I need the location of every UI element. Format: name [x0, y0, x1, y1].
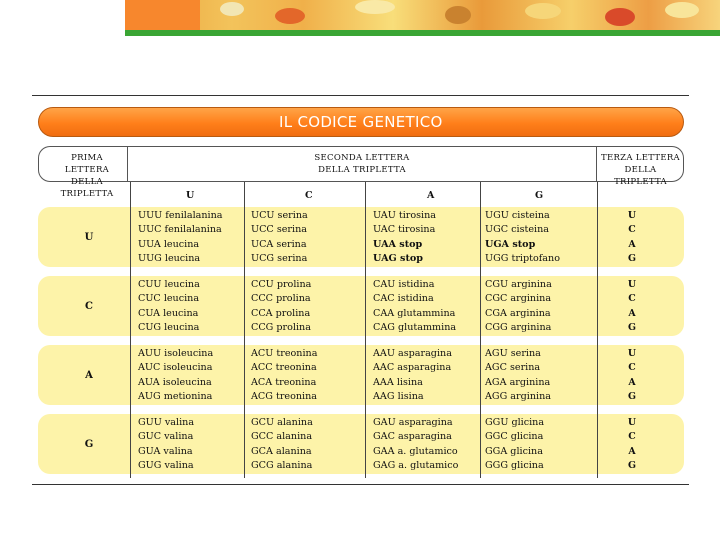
row-band-u	[38, 207, 684, 267]
column-letter: G	[535, 190, 544, 201]
codon: GCU alanina	[251, 417, 313, 428]
codon: UUG leucina	[138, 253, 201, 265]
codon: UUA leucina	[138, 238, 200, 250]
codon-cell	[373, 347, 452, 405]
codon: CCU prolina	[251, 279, 312, 290]
table-header	[38, 146, 684, 199]
codon: CCG prolina	[251, 322, 311, 334]
third-letter: A	[628, 238, 636, 250]
codon: AAA lisina	[373, 376, 423, 388]
third-letter: U	[627, 417, 637, 428]
codon-cell	[485, 209, 560, 267]
codon: AUC isoleucina	[138, 362, 213, 374]
codon: CUU leucina	[138, 279, 200, 290]
codon: GGC glicina	[485, 431, 544, 443]
codon: AGA arginina	[485, 376, 551, 388]
codon-cell	[251, 416, 313, 474]
codon-stop: UAA stop	[373, 238, 423, 250]
grid-line	[130, 182, 131, 478]
codon: CAA glutammina	[373, 307, 456, 319]
codon: AAC asparagina	[373, 362, 452, 374]
third-letter: C	[628, 362, 636, 374]
codon: CUC leucina	[138, 293, 200, 305]
third-letter: C	[628, 293, 636, 305]
codon-cell	[373, 209, 436, 267]
codon: GUU valina	[138, 417, 195, 428]
header-second-letter	[302, 152, 422, 176]
codon-cell	[251, 278, 311, 336]
codon-cell	[373, 278, 456, 336]
codon: AUU isoleucina	[138, 348, 214, 359]
codon: UCG serina	[251, 253, 308, 265]
codon: GAU asparagina	[373, 417, 453, 428]
codon: AGU serina	[485, 348, 541, 359]
third-letter: G	[627, 322, 636, 334]
header-orange-block	[125, 0, 200, 30]
third-letter-column	[625, 209, 639, 267]
third-letter: U	[627, 348, 637, 359]
codon: ACG treonina	[251, 391, 318, 403]
grid-line	[365, 182, 366, 478]
first-letter: A	[85, 370, 93, 381]
grid-line	[480, 182, 481, 478]
codon: AAU asparagina	[373, 348, 452, 359]
codon-cell	[485, 347, 551, 405]
codon-stop: UAG stop	[373, 253, 423, 265]
codon-stop: UGA stop	[485, 238, 536, 250]
codon: GUA valina	[138, 445, 193, 457]
codon: AUA isoleucina	[138, 376, 212, 388]
header-first-letter	[52, 152, 122, 200]
codon-cell	[138, 347, 213, 405]
codon: AUG metionina	[138, 391, 213, 403]
codon: GCA alanina	[251, 445, 312, 457]
codon-cell	[251, 209, 308, 267]
header-second-line2: DELLA TRIPLETTA	[318, 165, 406, 175]
third-letter: G	[627, 253, 636, 265]
codon: UGG triptofano	[485, 253, 560, 265]
third-letter: U	[627, 279, 637, 290]
top-rule	[32, 95, 689, 96]
third-letter: C	[628, 431, 636, 443]
codon: CGC arginina	[485, 293, 552, 305]
codon: GAC asparagina	[373, 431, 452, 443]
photo-highlight	[525, 3, 561, 19]
first-letter: U	[84, 232, 94, 243]
codon: CUG leucina	[138, 322, 200, 334]
grid-line	[244, 182, 245, 478]
codon: UCC serina	[251, 224, 307, 236]
third-letter: A	[628, 445, 636, 457]
codon: CAC istidina	[373, 293, 434, 305]
codon: GUC valina	[138, 431, 194, 443]
codon: UGU cisteina	[485, 210, 550, 221]
codon: GAG a. glutamico	[373, 460, 459, 472]
bottom-rule	[32, 484, 689, 485]
header-third-line2: DELLA TRIPLETTA	[614, 165, 667, 187]
codon: GCG alanina	[251, 460, 313, 472]
photo-highlight	[355, 0, 395, 14]
codon-cell	[138, 416, 194, 474]
third-letter-column	[625, 278, 639, 336]
column-letter: U	[186, 190, 195, 201]
first-letter: C	[85, 301, 93, 312]
column-letter: A	[427, 190, 435, 201]
photo-highlight	[605, 8, 635, 26]
codon: GAA a. glutamico	[373, 445, 458, 457]
header-photo-strip	[125, 0, 720, 30]
third-letter-column	[625, 416, 639, 474]
title-bar	[38, 107, 684, 137]
photo-highlight	[275, 8, 305, 24]
third-letter: G	[627, 460, 636, 472]
codon-cell	[138, 278, 200, 336]
header-second-line1: SECONDA LETTERA	[314, 153, 410, 163]
photo-highlight	[445, 6, 471, 24]
codon: GGG glicina	[485, 460, 544, 472]
codon: CGU arginina	[485, 279, 552, 290]
codon: UGC cisteina	[485, 224, 550, 236]
codon: UAC tirosina	[373, 224, 436, 236]
header-first-line1: PRIMA LETTERA	[64, 153, 110, 175]
codon: ACC treonina	[251, 362, 317, 374]
codon: CGG arginina	[485, 322, 552, 334]
column-letter: C	[305, 190, 313, 201]
codon-cell	[373, 416, 458, 474]
third-letter: U	[627, 210, 637, 221]
codon: UUU fenilalanina	[138, 210, 223, 221]
codon-cell	[251, 347, 317, 405]
codon: AGG arginina	[485, 391, 551, 403]
first-letter: G	[84, 439, 94, 450]
codon: UCA serina	[251, 238, 307, 250]
codon: GGU glicina	[485, 417, 545, 428]
header-third-line1: TERZA LETTERA	[600, 153, 680, 163]
third-letter: A	[628, 307, 636, 319]
photo-highlight	[220, 2, 244, 16]
grid-line	[597, 182, 598, 478]
codon: UAU tirosina	[373, 210, 437, 221]
codon-cell	[485, 278, 552, 336]
codon-cell	[138, 209, 223, 267]
codon: ACA treonina	[251, 376, 317, 388]
codon: GGA glicina	[485, 445, 543, 457]
codon: CAU istidina	[373, 279, 435, 290]
codon-cell	[485, 416, 544, 474]
codon: CUA leucina	[138, 307, 199, 319]
codon: UUC fenilalanina	[138, 224, 222, 236]
codon: CCC prolina	[251, 293, 311, 305]
codon: UCU serina	[251, 210, 308, 221]
codon: AGC serina	[485, 362, 541, 374]
third-letter: A	[628, 376, 636, 388]
codon: CAG glutammina	[373, 322, 457, 334]
codon: GUG valina	[138, 460, 194, 472]
third-letter: G	[627, 391, 636, 403]
codon: AAG lisina	[373, 391, 424, 403]
row-band-a	[38, 345, 684, 405]
page-title: IL CODICE GENETICO	[279, 113, 443, 131]
codon: CGA arginina	[485, 307, 551, 319]
row-band-c	[38, 276, 684, 336]
header-first-line2: DELLA TRIPLETTA	[60, 177, 114, 199]
third-letter-column	[625, 347, 639, 405]
header-third-letter	[597, 152, 684, 188]
row-band-g	[38, 414, 684, 474]
third-letter: C	[628, 224, 636, 236]
codon: GCC alanina	[251, 431, 313, 443]
codon: ACU treonina	[251, 348, 318, 359]
photo-highlight	[665, 2, 699, 18]
codon: CCA prolina	[251, 307, 311, 319]
header-green-bar	[125, 30, 720, 36]
